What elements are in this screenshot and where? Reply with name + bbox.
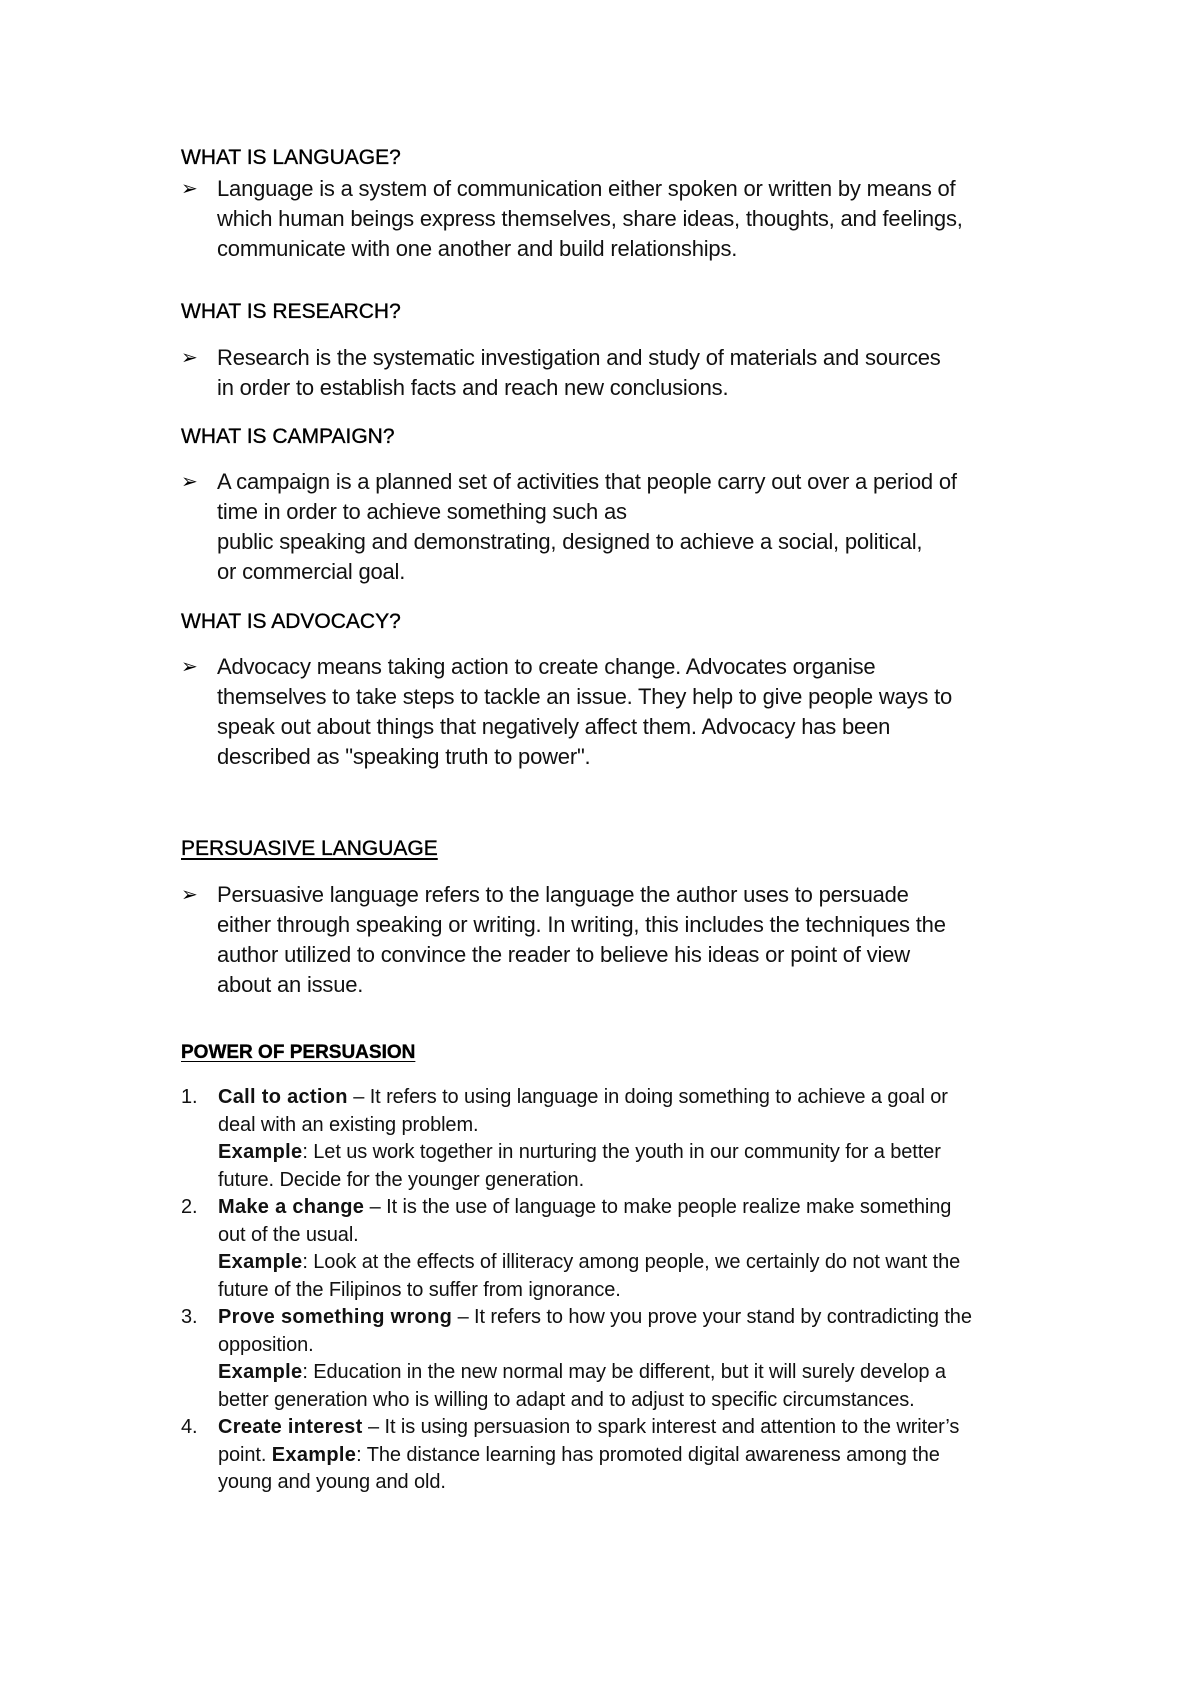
list-item xyxy=(181,1304,1081,1414)
example-continued: better generation who is willing to adapt and to adjust to specific circumstances. xyxy=(218,1388,915,1411)
bullet-text xyxy=(217,467,1081,587)
list-item-body xyxy=(218,1084,1081,1194)
text-line xyxy=(218,1194,1081,1222)
list-item xyxy=(181,1414,1081,1497)
term-label: Create interest xyxy=(218,1416,363,1438)
bullet-arrow-icon: ➢ xyxy=(181,471,198,493)
text-line: A campaign is a planned set of activities that people carry out over a period of xyxy=(217,469,957,494)
list-item-body xyxy=(218,1414,1081,1497)
bullet-text xyxy=(217,174,1081,264)
text-line: in order to establish facts and reach new conclusions. xyxy=(217,375,729,400)
definition-text: – It refers to using language in doing something to achieve a goal or xyxy=(347,1086,948,1108)
bullet-arrow-icon: ➢ xyxy=(181,347,198,369)
term-label: Call to action xyxy=(218,1086,348,1108)
definition-continued: deal with an existing problem. xyxy=(218,1113,479,1136)
text-line xyxy=(218,1249,1081,1277)
section-heading-advocacy: WHAT IS ADVOCACY? xyxy=(181,610,401,633)
bullet-research xyxy=(181,343,1081,403)
section-heading-campaign: WHAT IS CAMPAIGN? xyxy=(181,425,395,448)
example-text: : Let us work together in nurturing the youth in our community for a better xyxy=(302,1141,941,1163)
example-continued: future of the Filipinos to suffer from ignorance. xyxy=(218,1278,621,1301)
definition-text: – It is using persuasion to spark interest and attention to the writer’s xyxy=(362,1416,960,1438)
persuasion-list xyxy=(181,1084,1081,1497)
definition-continued: opposition. xyxy=(218,1333,314,1356)
text-line: author utilized to convince the reader to believe his ideas or point of view xyxy=(217,942,910,967)
term-label: Make a change xyxy=(218,1196,365,1218)
text-line xyxy=(218,1414,1081,1442)
bullet-language xyxy=(181,174,1081,264)
list-item xyxy=(181,1084,1081,1194)
example-text: : The distance learning has promoted digital awareness among the xyxy=(356,1443,940,1466)
list-item-body xyxy=(218,1304,1081,1414)
bullet-arrow-icon: ➢ xyxy=(181,884,198,906)
text-line: Advocacy means taking action to create change. Advocates organise xyxy=(217,654,876,679)
text-line: communicate with one another and build relationships. xyxy=(217,236,738,261)
text-line: Persuasive language refers to the language the author uses to persuade xyxy=(217,882,909,907)
text-line: or commercial goal. xyxy=(217,559,406,584)
bullet-text xyxy=(217,880,1081,1000)
bullet-advocacy xyxy=(181,652,1081,772)
bullet-arrow-icon: ➢ xyxy=(181,656,198,678)
list-number: 2. xyxy=(181,1196,198,1218)
text-line xyxy=(218,1359,1081,1387)
list-number: 3. xyxy=(181,1306,198,1328)
example-text: : Look at the effects of illiteracy among people, we certainly do not want the xyxy=(302,1251,961,1273)
text-line xyxy=(218,1139,1081,1167)
section-heading-language: WHAT IS LANGUAGE? xyxy=(181,146,401,169)
example-text: : Education in the new normal may be different, but it will surely develop a xyxy=(302,1361,946,1383)
text-line: themselves to take steps to tackle an issue. They help to give people ways to xyxy=(217,684,953,709)
text-line: described as "speaking truth to power". xyxy=(217,744,591,769)
text-line xyxy=(218,1084,1081,1112)
list-item xyxy=(181,1194,1081,1304)
definition-text: – It is the use of language to make people realize make something xyxy=(364,1196,952,1218)
list-number: 1. xyxy=(181,1086,198,1108)
section-heading-research: WHAT IS RESEARCH? xyxy=(181,300,401,323)
example-label: Example xyxy=(218,1141,303,1163)
definition-continued: point. xyxy=(218,1443,272,1466)
text-line: Language is a system of communication either spoken or written by means of xyxy=(217,176,956,201)
power-of-persuasion-heading: POWER OF PERSUASION xyxy=(181,1042,416,1063)
list-item-body xyxy=(218,1194,1081,1304)
bullet-campaign xyxy=(181,467,1081,587)
term-label: Prove something wrong xyxy=(218,1306,453,1328)
text-line xyxy=(218,1442,1081,1470)
text-line: either through speaking or writing. In writing, this includes the techniques the xyxy=(217,912,946,937)
text-line: Research is the systematic investigation and study of materials and sources xyxy=(217,345,941,370)
text-line: which human beings express themselves, share ideas, thoughts, and feelings, xyxy=(217,206,963,231)
bullet-text xyxy=(217,343,1081,403)
text-line: speak out about things that negatively affect them. Advocacy has been xyxy=(217,714,891,739)
text-line xyxy=(218,1304,1081,1332)
text-line: time in order to achieve something such as xyxy=(217,499,627,524)
example-label: Example xyxy=(218,1361,303,1383)
section-heading-persuasive-language: PERSUASIVE LANGUAGE xyxy=(181,837,438,860)
example-continued: future. Decide for the younger generation. xyxy=(218,1168,585,1191)
text-line: about an issue. xyxy=(217,972,364,997)
bullet-text xyxy=(217,652,1081,772)
list-number: 4. xyxy=(181,1416,198,1438)
definition-text: – It refers to how you prove your stand by contradicting the xyxy=(452,1306,972,1328)
example-label: Example xyxy=(271,1443,357,1466)
definition-continued: out of the usual. xyxy=(218,1223,359,1246)
text-line: public speaking and demonstrating, designed to achieve a social, political, xyxy=(217,529,923,554)
bullet-persuasive-language xyxy=(181,880,1081,1000)
example-continued: young and young and old. xyxy=(218,1471,446,1493)
bullet-arrow-icon: ➢ xyxy=(181,178,198,200)
example-label: Example xyxy=(218,1251,303,1273)
